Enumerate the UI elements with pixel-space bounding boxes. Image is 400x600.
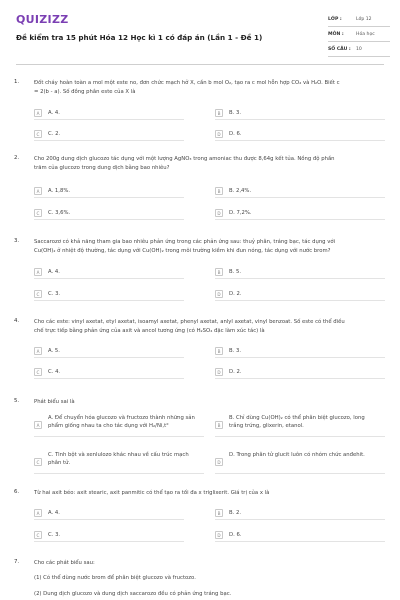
option-letter-badge: C (34, 368, 42, 376)
option-text: B. 3. (229, 348, 242, 354)
meta-row-count (328, 42, 390, 57)
option-letter-badge: D (215, 209, 223, 217)
question-line: trăm của glucozo trong dung dịch bằng bao nhiêu? (34, 164, 170, 171)
option-c[interactable] (34, 207, 184, 220)
option-text: D. 6. (229, 532, 242, 538)
header-divider (16, 64, 384, 65)
option-a[interactable] (34, 507, 184, 520)
option-c[interactable] (34, 529, 184, 542)
option-letter-badge: B (215, 187, 223, 195)
statement: (2) Dung dịch glucozo và dung dịch saccarozo đều có phản ứng tráng bạc. (34, 591, 232, 597)
question-line: Saccarozơ có khả năng tham gia bao nhiêu phản ứng trong các phản ứng sau: thuỷ phân, tráng bạc, tác dụng với (34, 239, 336, 245)
option-text: A. 4. (48, 269, 60, 275)
option-text: D. 2. (229, 369, 242, 375)
option-d[interactable] (215, 128, 385, 141)
option-b[interactable] (215, 507, 385, 520)
question-text (34, 398, 388, 407)
option-letter-badge: B (215, 109, 223, 117)
meta-row-class (328, 12, 390, 27)
option-letter-badge: C (34, 130, 42, 138)
question-line: Phát biểu sai là (34, 399, 75, 405)
option-letter-badge: B (215, 268, 223, 276)
option-b[interactable] (215, 415, 385, 437)
question-text (34, 559, 388, 568)
question-number: 2. (14, 155, 20, 161)
option-letter-badge: B (215, 509, 223, 517)
option-letter-badge: B (215, 421, 223, 429)
question-line: Cho các phát biểu sau: (34, 560, 95, 566)
option-letter-badge: A (34, 268, 42, 276)
option-letter-badge: C (34, 458, 42, 466)
option-text: A. 1,8%. (48, 188, 71, 194)
option-letter-badge: A (34, 509, 42, 517)
option-letter-badge: C (34, 290, 42, 298)
option-letter-badge: A (34, 187, 42, 195)
question-number: 1. (14, 79, 20, 85)
question-text (34, 155, 388, 172)
option-text: C. 4. (48, 369, 61, 375)
option-c[interactable] (34, 288, 184, 301)
meta-row-subject (328, 27, 390, 42)
option-d[interactable] (215, 452, 385, 474)
question-line: Cho 200g dung dịch glucozo tác dụng với một lượng AgNO₃ trong amoniac thu được 8,64g kết tủa. Nồng độ phần (34, 156, 335, 162)
option-a[interactable] (34, 345, 184, 358)
option-text: A. 4. (48, 510, 60, 516)
option-letter-badge: B (215, 347, 223, 355)
option-text: C. 2. (48, 131, 61, 137)
option-a[interactable] (34, 107, 184, 120)
question-line: Cu(OH)₂ ở nhiệt độ thường, tác dụng với Cu(OH)₂ trong môi trường kiềm khi đun nóng, tác dụng với nước brom? (34, 247, 331, 254)
question-line: chế trực tiếp bằng phản ứng của axit và ancol tương ứng (có H₂SO₄ đặc làm xúc tác) là (34, 327, 265, 334)
option-letter-badge: A (34, 421, 42, 429)
question-number: 6. (14, 489, 20, 495)
option-letter-badge: D (215, 458, 223, 466)
option-letter-badge: D (215, 130, 223, 138)
option-b[interactable] (215, 266, 385, 279)
option-letter-badge: A (34, 347, 42, 355)
question-text (34, 489, 388, 498)
option-text: C. 3. (48, 532, 61, 538)
question-text (34, 238, 388, 255)
option-letter-badge: D (215, 290, 223, 298)
option-text: C. Tinh bột và xenlulozo khác nhau về cấu trúc mạch phân tử. (48, 452, 189, 466)
option-a[interactable] (34, 415, 204, 437)
option-text: B. 5. (229, 269, 242, 275)
option-d[interactable] (215, 207, 385, 220)
option-text: B. 2,4%. (229, 188, 252, 194)
meta-key: LỚP : (328, 16, 342, 22)
option-text: A. 4. (48, 110, 60, 116)
option-c[interactable] (34, 366, 184, 379)
quizizz-logo[interactable]: QUIZIZZ (16, 13, 69, 26)
option-b[interactable] (215, 185, 385, 198)
option-letter-badge: D (215, 368, 223, 376)
question-number: 7. (14, 559, 20, 565)
meta-value: 10 (356, 46, 362, 52)
meta-key: SỐ CÂU : (328, 46, 351, 52)
option-text: D. 2. (229, 291, 242, 297)
option-letter-badge: C (34, 209, 42, 217)
question-line: = 2(b - a). Số đồng phân este của X là (34, 88, 136, 95)
question-line: Cho các este: vinyl axetat, etyl axetat, isoamyl axetat, phenyl axetat, anlyl axetat, vinyl benzoat. Số este có thể điều (34, 319, 345, 325)
question-number: 5. (14, 398, 20, 404)
statement: (1) Có thể dùng nước brom để phân biệt glucozo và fructozo. (34, 575, 196, 581)
option-c[interactable] (34, 452, 204, 474)
question-number: 4. (14, 318, 20, 324)
worksheet-meta (328, 12, 390, 57)
option-text: B. 3. (229, 110, 242, 116)
option-text: C. 3. (48, 291, 61, 297)
option-a[interactable] (34, 185, 184, 198)
option-a[interactable] (34, 266, 184, 279)
option-d[interactable] (215, 288, 385, 301)
meta-key: MÔN : (328, 31, 344, 37)
option-text: C. 3,6%. (48, 210, 71, 216)
question-text (34, 79, 388, 96)
worksheet-header (0, 0, 400, 66)
option-d[interactable] (215, 366, 385, 379)
option-text: B. 2. (229, 510, 242, 516)
option-c[interactable] (34, 128, 184, 141)
question-number: 3. (14, 238, 20, 244)
option-text: A. 5. (48, 348, 60, 354)
option-text: A. Để chuyển hóa glucozo và fructozo thành những sản phẩm giống nhau ta cho tác dụng với H₂/Ni,t° (48, 415, 195, 429)
option-text: D. 6. (229, 131, 242, 137)
meta-value: Hóa học (356, 31, 375, 37)
option-text: D. 7,2%. (229, 210, 252, 216)
option-text: B. Chỉ dùng Cu(OH)₂ có thể phân biệt glucozo, long trắng trứng, glixerin, etanol. (229, 415, 365, 429)
option-b[interactable] (215, 345, 385, 358)
option-b[interactable] (215, 107, 385, 120)
option-letter-badge: A (34, 109, 42, 117)
option-letter-badge: C (34, 531, 42, 539)
meta-value: Lớp 12 (356, 16, 372, 22)
question-line: Đốt cháy hoàn toàn a mol một este no, đơn chức mạch hở X, cần b mol O₂, tạo ra c mol hỗn hợp CO₂ và H₂O. Biết c (34, 80, 340, 86)
option-letter-badge: D (215, 531, 223, 539)
option-d[interactable] (215, 529, 385, 542)
question-text (34, 318, 388, 335)
option-text: D. Trong phân tử glucit luôn có nhóm chức anđehit. (229, 452, 365, 458)
worksheet-title: Đề kiểm tra 15 phút Hóa 12 Học kì 1 có đáp án (Lần 1 - Đề 1) (16, 33, 263, 42)
question-line: Từ hai axit béo: axit stearic, axit panmitic có thể tạo ra tối đa x triglixerit. Giá trị của x là (34, 490, 270, 496)
